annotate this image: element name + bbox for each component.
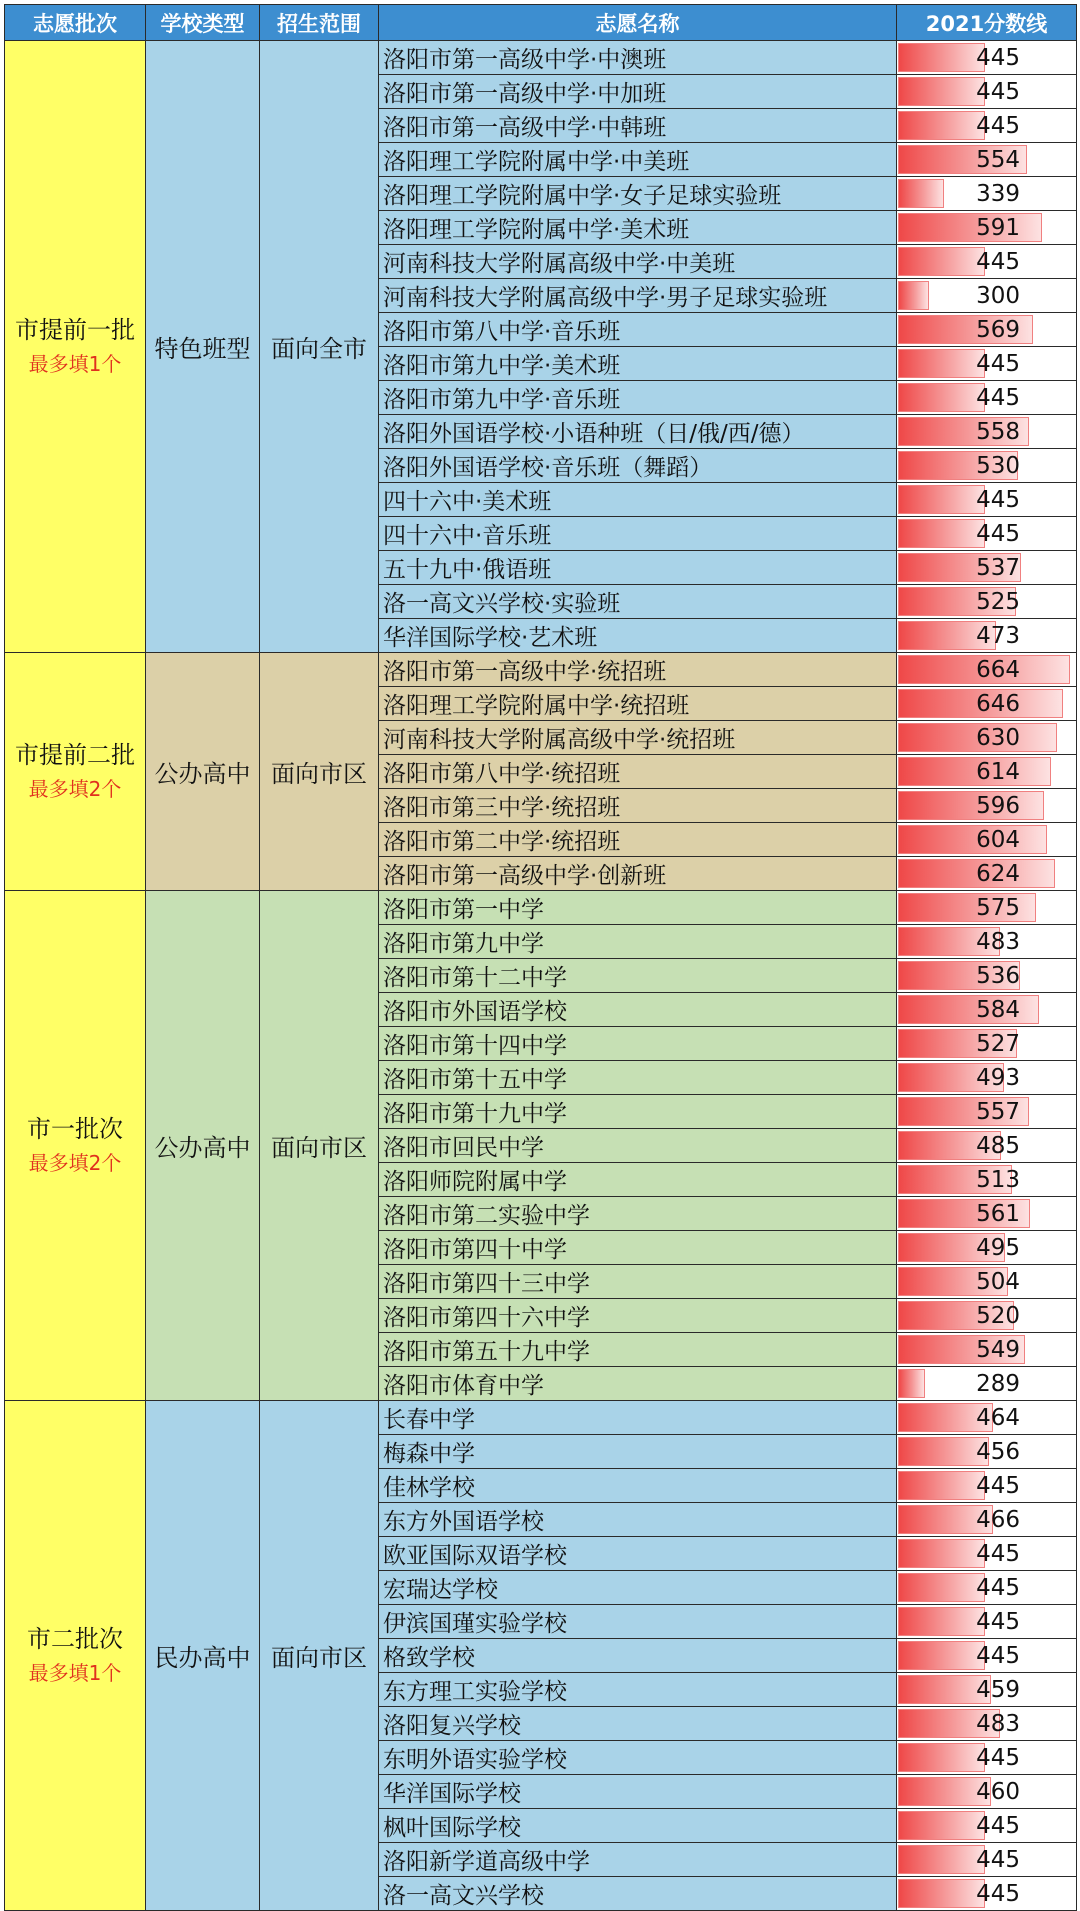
school-name-cell: 洛阳市第十九中学 [379,1095,897,1129]
header-batch: 志愿批次 [5,5,146,41]
score-value: 445 [976,1744,1020,1771]
score-bar [898,825,1047,854]
score-value: 569 [976,316,1020,343]
school-name-cell: 洛阳市第二中学·统招班 [379,823,897,857]
score-value: 445 [976,112,1020,139]
score-value: 445 [976,1574,1020,1601]
school-name-cell: 河南科技大学附属高级中学·统招班 [379,721,897,755]
admission-score-table-container [4,4,1076,1909]
scope-cell: 面向市区 [260,891,379,1401]
score-value: 557 [976,1098,1020,1125]
school-name-cell: 洛阳市第一高级中学·中韩班 [379,109,897,143]
score-cell [897,653,1077,687]
score-cell [897,891,1077,925]
school-type-cell: 民办高中 [146,1401,260,1911]
score-value: 445 [976,486,1020,513]
school-name-cell: 欧亚国际双语学校 [379,1537,897,1571]
score-cell [897,1163,1077,1197]
score-value: 445 [976,248,1020,275]
score-value: 460 [976,1778,1020,1805]
score-cell [897,245,1077,279]
score-cell [897,279,1077,313]
score-cell [897,313,1077,347]
school-name-cell: 洛阳市第九中学·音乐班 [379,381,897,415]
school-name-cell: 洛阳市第四十六中学 [379,1299,897,1333]
score-value: 591 [976,214,1020,241]
score-cell [897,75,1077,109]
school-name-cell: 五十九中·俄语班 [379,551,897,585]
score-bar [898,1471,985,1500]
batch-cell [5,1401,146,1911]
batch-label: 市提前一批 [15,315,135,344]
score-cell [897,1571,1077,1605]
school-name-cell: 洛阳师院附属中学 [379,1163,897,1197]
table-row [5,1401,1077,1435]
school-name-cell: 四十六中·音乐班 [379,517,897,551]
score-bar [898,757,1051,786]
table-body [5,41,1077,1911]
score-value: 445 [976,1846,1020,1873]
school-name-cell: 伊滨国瑾实验学校 [379,1605,897,1639]
batch-cell [5,891,146,1401]
score-cell [897,1435,1077,1469]
school-name-cell: 洛阳市第三中学·统招班 [379,789,897,823]
score-bar [898,247,985,276]
school-name-cell: 洛阳市第二实验中学 [379,1197,897,1231]
score-value: 445 [976,1812,1020,1839]
table-row [5,891,1077,925]
score-cell [897,1741,1077,1775]
batch-limit: 最多填1个 [28,351,122,376]
score-value: 495 [976,1234,1020,1261]
score-value: 445 [976,1472,1020,1499]
score-cell [897,1197,1077,1231]
score-cell [897,1469,1077,1503]
score-cell [897,1877,1077,1911]
batch-label: 市一批次 [27,1114,123,1143]
score-cell [897,755,1077,789]
score-cell [897,381,1077,415]
scope-cell: 面向全市 [260,41,379,653]
school-name-cell: 洛阳市第一高级中学·中澳班 [379,41,897,75]
school-name-cell: 洛阳市第四十中学 [379,1231,897,1265]
score-value: 339 [976,180,1020,207]
score-bar [898,213,1042,242]
batch-limit: 最多填2个 [28,776,122,801]
score-bar [898,1641,985,1670]
score-value: 520 [976,1302,1020,1329]
score-value: 483 [976,1710,1020,1737]
score-value: 664 [976,656,1020,683]
table-row [5,41,1077,75]
school-name-cell: 洛阳市第八中学·统招班 [379,755,897,789]
score-cell [897,585,1077,619]
school-name-cell: 洛阳市第十二中学 [379,959,897,993]
score-cell [897,619,1077,653]
score-value: 445 [976,1880,1020,1907]
school-name-cell: 洛阳市第四十三中学 [379,1265,897,1299]
school-name-cell: 洛阳新学道高级中学 [379,1843,897,1877]
score-cell [897,551,1077,585]
batch-limit: 最多填2个 [28,1150,122,1175]
score-bar [898,791,1044,820]
school-name-cell: 洛阳复兴学校 [379,1707,897,1741]
score-value: 464 [976,1404,1020,1431]
score-cell [897,483,1077,517]
score-cell [897,1299,1077,1333]
school-type-cell: 公办高中 [146,891,260,1401]
score-value: 536 [976,962,1020,989]
score-cell [897,721,1077,755]
score-cell [897,959,1077,993]
school-name-cell: 洛阳市体育中学 [379,1367,897,1401]
score-bar [898,383,985,412]
score-value: 561 [976,1200,1020,1227]
score-cell [897,143,1077,177]
scope-cell: 面向市区 [260,1401,379,1911]
score-cell [897,41,1077,75]
score-value: 530 [976,452,1020,479]
score-value: 513 [976,1166,1020,1193]
score-cell [897,1503,1077,1537]
school-name-cell: 河南科技大学附属高级中学·中美班 [379,245,897,279]
score-cell [897,1129,1077,1163]
school-name-cell: 四十六中·美术班 [379,483,897,517]
score-value: 445 [976,78,1020,105]
score-cell [897,1367,1077,1401]
score-value: 604 [976,826,1020,853]
score-value: 445 [976,384,1020,411]
score-value: 289 [976,1370,1020,1397]
header-scope: 招生范围 [260,5,379,41]
score-cell [897,211,1077,245]
school-name-cell: 洛阳外国语学校·小语种班（日/俄/西/德） [379,415,897,449]
score-cell [897,1809,1077,1843]
score-cell [897,1775,1077,1809]
school-name-cell: 洛阳市第一高级中学·中加班 [379,75,897,109]
score-cell [897,823,1077,857]
scope-cell: 面向市区 [260,653,379,891]
score-value: 525 [976,588,1020,615]
school-name-cell: 洛阳市第一中学 [379,891,897,925]
school-name-cell: 洛阳市第五十九中学 [379,1333,897,1367]
score-value: 485 [976,1132,1020,1159]
score-bar [898,1607,985,1636]
score-value: 549 [976,1336,1020,1363]
school-name-cell: 东明外语实验学校 [379,1741,897,1775]
score-cell [897,1027,1077,1061]
score-value: 630 [976,724,1020,751]
school-name-cell: 洛阳市回民中学 [379,1129,897,1163]
score-value: 558 [976,418,1020,445]
school-name-cell: 洛阳市第八中学·音乐班 [379,313,897,347]
score-value: 445 [976,1642,1020,1669]
score-value: 445 [976,44,1020,71]
score-cell [897,993,1077,1027]
score-value: 459 [976,1676,1020,1703]
school-name-cell: 洛阳理工学院附属中学·女子足球实验班 [379,177,897,211]
score-cell [897,1673,1077,1707]
score-value: 445 [976,350,1020,377]
score-cell [897,857,1077,891]
score-value: 504 [976,1268,1020,1295]
score-cell [897,1333,1077,1367]
score-cell [897,449,1077,483]
score-bar [898,349,985,378]
score-cell [897,925,1077,959]
school-name-cell: 洛阳理工学院附属中学·统招班 [379,687,897,721]
score-bar [898,485,985,514]
school-name-cell: 华洋国际学校·艺术班 [379,619,897,653]
school-name-cell: 佳林学校 [379,1469,897,1503]
score-cell [897,1843,1077,1877]
school-name-cell: 洛阳外国语学校·音乐班（舞蹈） [379,449,897,483]
score-bar [898,1573,985,1602]
score-cell [897,347,1077,381]
score-value: 473 [976,622,1020,649]
score-cell [897,1707,1077,1741]
score-bar [898,1539,985,1568]
header-school-type: 学校类型 [146,5,260,41]
school-name-cell: 东方外国语学校 [379,1503,897,1537]
score-bar [898,1811,985,1840]
score-value: 493 [976,1064,1020,1091]
score-value: 445 [976,1608,1020,1635]
score-value: 456 [976,1438,1020,1465]
score-value: 483 [976,928,1020,955]
score-cell [897,415,1077,449]
score-value: 537 [976,554,1020,581]
school-name-cell: 长春中学 [379,1401,897,1435]
score-bar [898,1369,925,1398]
school-name-cell: 梅森中学 [379,1435,897,1469]
batch-label: 市二批次 [27,1624,123,1653]
score-bar [898,111,985,140]
school-name-cell: 洛阳市外国语学校 [379,993,897,1027]
score-cell [897,109,1077,143]
score-value: 646 [976,690,1020,717]
score-bar [898,281,929,310]
score-value: 466 [976,1506,1020,1533]
table-row [5,653,1077,687]
admission-score-table [4,4,1077,1911]
batch-cell [5,653,146,891]
school-name-cell: 东方理工实验学校 [379,1673,897,1707]
school-name-cell: 洛阳理工学院附属中学·中美班 [379,143,897,177]
score-bar [898,1879,985,1908]
school-name-cell: 洛一高文兴学校 [379,1877,897,1911]
score-value: 445 [976,1540,1020,1567]
school-name-cell: 洛阳市第一高级中学·统招班 [379,653,897,687]
score-cell [897,177,1077,211]
score-bar [898,519,985,548]
school-name-cell: 洛阳市第九中学 [379,925,897,959]
score-value: 300 [976,282,1020,309]
school-name-cell: 洛阳理工学院附属中学·美术班 [379,211,897,245]
score-value: 584 [976,996,1020,1023]
header-score: 2021分数线 [897,5,1077,41]
score-cell [897,1537,1077,1571]
school-name-cell: 格致学校 [379,1639,897,1673]
score-value: 575 [976,894,1020,921]
school-name-cell: 枫叶国际学校 [379,1809,897,1843]
score-bar [898,179,944,208]
score-cell [897,1231,1077,1265]
school-name-cell: 河南科技大学附属高级中学·男子足球实验班 [379,279,897,313]
score-cell [897,1639,1077,1673]
score-bar [898,77,985,106]
score-bar [898,1845,985,1874]
score-cell [897,1265,1077,1299]
score-cell [897,687,1077,721]
score-bar [898,43,985,72]
score-cell [897,1095,1077,1129]
school-type-cell: 公办高中 [146,653,260,891]
score-value: 596 [976,792,1020,819]
score-value: 527 [976,1030,1020,1057]
batch-cell [5,41,146,653]
score-value: 554 [976,146,1020,173]
score-cell [897,789,1077,823]
score-cell [897,1401,1077,1435]
school-name-cell: 洛阳市第十五中学 [379,1061,897,1095]
school-name-cell: 洛一高文兴学校·实验班 [379,585,897,619]
score-value: 445 [976,520,1020,547]
score-cell [897,1605,1077,1639]
score-value: 624 [976,860,1020,887]
school-name-cell: 宏瑞达学校 [379,1571,897,1605]
score-value: 614 [976,758,1020,785]
school-type-cell: 特色班型 [146,41,260,653]
school-name-cell: 华洋国际学校 [379,1775,897,1809]
score-bar [898,1743,985,1772]
batch-limit: 最多填1个 [28,1660,122,1685]
table-header-row [5,5,1077,41]
header-name: 志愿名称 [379,5,897,41]
score-cell [897,1061,1077,1095]
school-name-cell: 洛阳市第九中学·美术班 [379,347,897,381]
school-name-cell: 洛阳市第一高级中学·创新班 [379,857,897,891]
batch-label: 市提前二批 [15,740,135,769]
school-name-cell: 洛阳市第十四中学 [379,1027,897,1061]
score-cell [897,517,1077,551]
